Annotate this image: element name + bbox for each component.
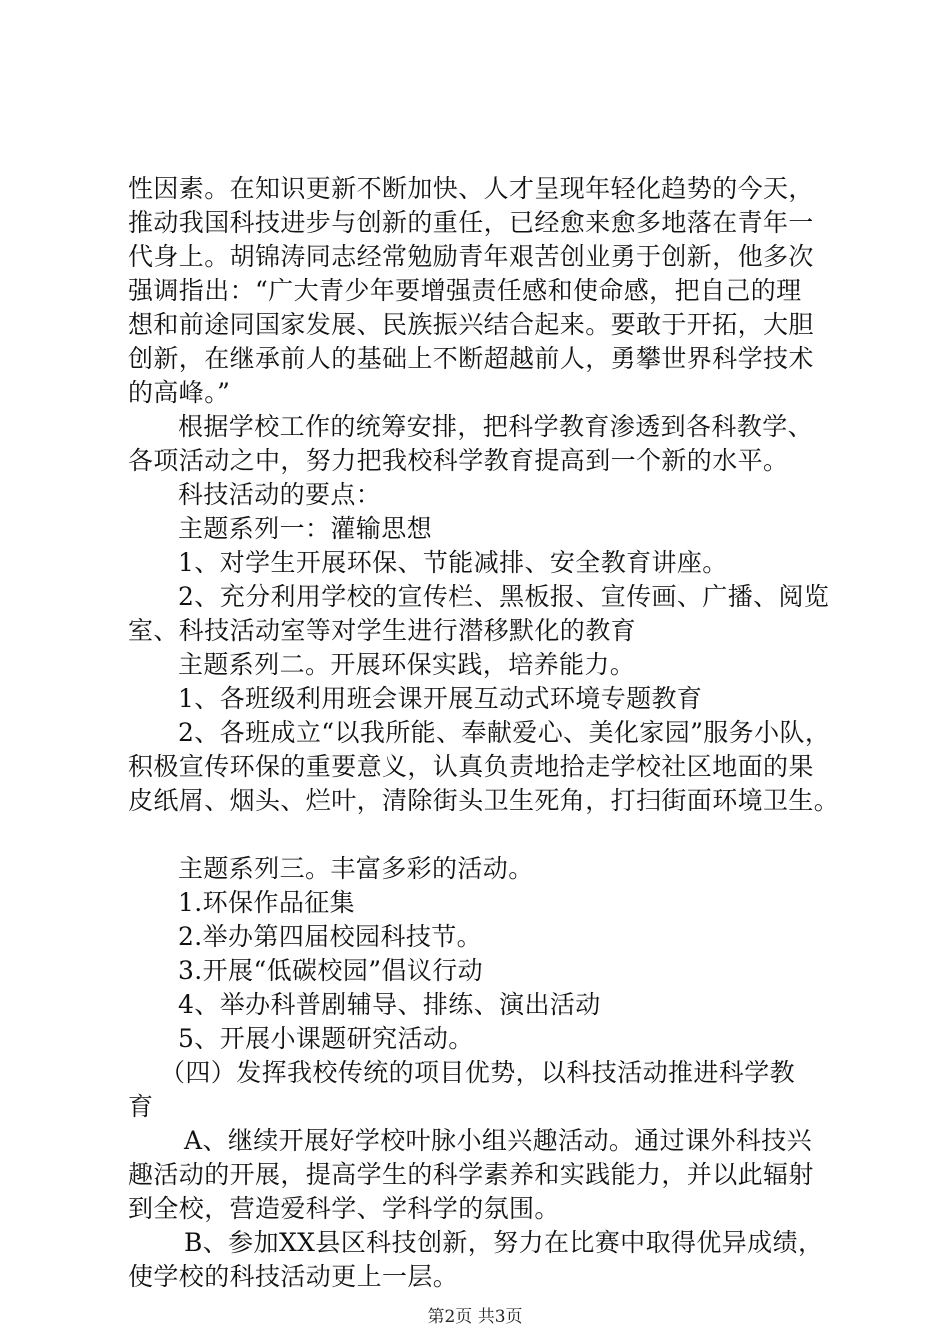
paragraph-line: 根据学校工作的统筹安排，把科学教育渗透到各科教学、 — [178, 412, 814, 441]
paragraph-line: 的高峰。” — [128, 378, 231, 407]
list-item: 2、充分利用学校的宣传栏、黑板报、宣传画、广播、阅览 — [178, 582, 830, 611]
section-heading: 主题系列三。丰富多彩的活动。 — [178, 854, 534, 883]
section-heading: 主题系列二。开展环保实践，培养能力。 — [178, 650, 636, 679]
list-item-continuation: 积极宣传环保的重要意义，认真负责地拾走学校社区地面的果 — [128, 752, 814, 781]
paragraph-line: 创新，在继承前人的基础上不断超越前人，勇攀世界科学技术 — [128, 344, 814, 373]
section-heading: 主题系列一：灌输思想 — [178, 514, 433, 543]
section-heading-continuation: 育 — [128, 1092, 154, 1121]
list-item-continuation: 皮纸屑、烟头、烂叶，清除街头卫生死角，打扫街面环境卫生。 — [128, 786, 840, 815]
list-item: 1、各班级利用班会课开展互动式环境专题教育 — [178, 684, 703, 713]
paragraph-line: 各项活动之中，努力把我校科学教育提高到一个新的水平。 — [128, 446, 789, 475]
list-item: 2.举办第四届校园科技节。 — [178, 922, 483, 951]
list-item: 3.开展“低碳校园”倡议行动 — [178, 956, 484, 985]
list-item: 1.环保作品征集 — [178, 888, 356, 917]
section-heading: 科技活动的要点： — [178, 480, 382, 509]
paragraph-line: 到全校，营造爱科学、学科学的氛围。 — [128, 1194, 560, 1223]
paragraph-line: 性因素。在知识更新不断加快、人才呈现年轻化趋势的今天， — [128, 174, 814, 203]
list-item: 1、对学生开展环保、节能减排、安全教育讲座。 — [178, 548, 728, 577]
list-item: 5、开展小课题研究活动。 — [178, 1024, 474, 1053]
paragraph-line: 趣活动的开展，提高学生的科学素养和实践能力，并以此辐射 — [128, 1160, 814, 1189]
page-footer: 第2页 共3页 — [427, 1307, 523, 1327]
paragraph-line: A、继续开展好学校叶脉小组兴趣活动。通过课外科技兴 — [184, 1126, 813, 1155]
list-item: 4、举办科普剧辅导、排练、演出活动 — [178, 990, 601, 1019]
paragraph-line: B、参加XX县区科技创新，努力在比赛中取得优异成绩， — [184, 1228, 824, 1257]
paragraph-line: 代身上。胡锦涛同志经常勉励青年艰苦创业勇于创新，他多次 — [128, 242, 814, 271]
list-item-continuation: 室、科技活动室等对学生进行潜移默化的教育 — [128, 616, 637, 645]
paragraph-line: 使学校的科技活动更上一层。 — [128, 1262, 459, 1291]
paragraph-line: 强调指出：“广大青少年要增强责任感和使命感，把自己的理 — [128, 276, 802, 305]
paragraph-line: 推动我国科技进步与创新的重任，已经愈来愈多地落在青年一 — [128, 208, 814, 237]
section-heading: （四）发挥我校传统的项目优势，以科技活动推进科学教 — [160, 1058, 796, 1087]
paragraph-line: 想和前途同国家发展、民族振兴结合起来。要敢于开拓，大胆 — [128, 310, 814, 339]
list-item: 2、各班成立“以我所能、奉献爱心、美化家园”服务小队， — [178, 718, 831, 747]
